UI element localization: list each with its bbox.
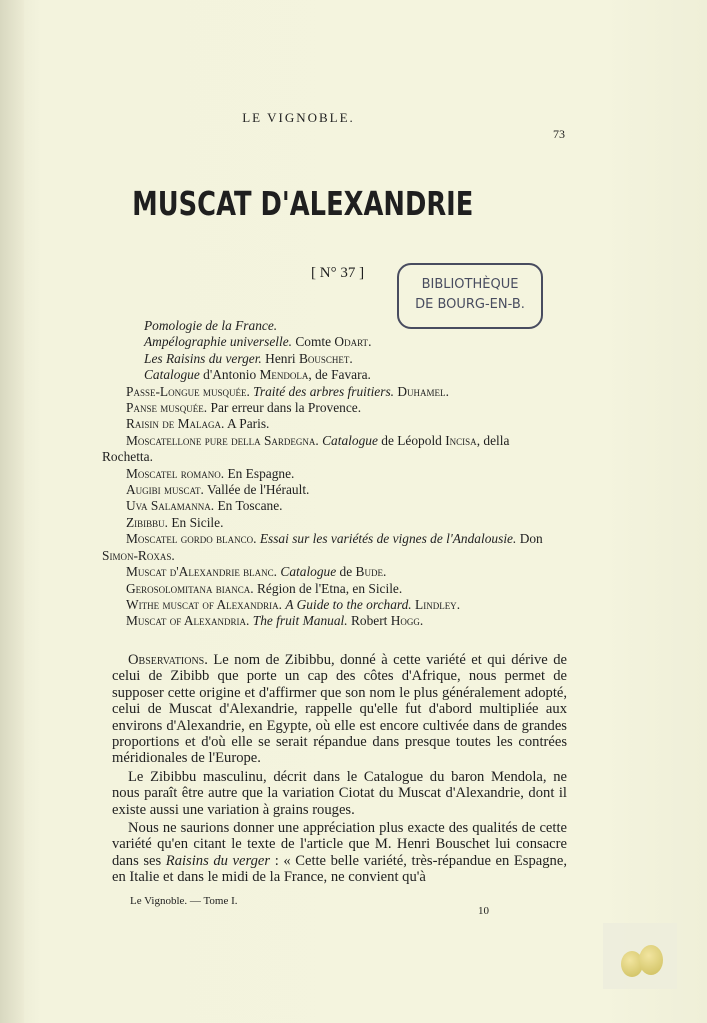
- synonym-list: [102, 318, 582, 630]
- synonym-entry: [102, 466, 582, 482]
- synonym-entry: [102, 449, 582, 465]
- stamp-line-2: DE BOURG-EN-B.: [415, 297, 525, 312]
- synonym-entry: [102, 548, 582, 564]
- synonym-text: Simon-Roxas.: [102, 547, 175, 563]
- paragraph-text: Le nom de Zibibbu, donné à cette variété et qui dérive de celui de Zibibb que porte un cap des côtes d'Afrique, nous permet de supposer cette origine et d'affirmer que son nom le plus généralement adopté, celui de Muscat d'Alexandrie, rappelle qu'elle fut d'abord multipliée aux environs d'Alexandrie, en Egypte, où elle est encore cultivée dans de grandes proportions et d'où elle se serait répandue dans presque toutes les contrées méridionales de l'Europe.: [112, 652, 567, 767]
- synonym-entry: [102, 531, 582, 547]
- footer-volume: Le Vignoble. — Tome I.: [130, 895, 238, 907]
- synonym-text: Duhamel: [397, 383, 446, 399]
- paragraph-tail: : « Cette belle variété, très-répandue en Espagne, en Italie et dans le midi de la France, ne convient qu'à: [112, 852, 567, 886]
- synonym-text: Incisa: [445, 432, 477, 448]
- synonym-text: Muscat d'Alexandrie blanc.: [126, 564, 278, 580]
- synonym-text: , de Favara.: [308, 367, 371, 383]
- synonym-text: Moscatel romano.: [126, 465, 225, 481]
- synonym-entry: [102, 416, 582, 432]
- synonym-entry: [102, 400, 582, 416]
- synonym-entry: [102, 515, 582, 531]
- synonym-text: En Espagne.: [224, 465, 295, 481]
- variety-number: [ N° 37 ]: [311, 265, 365, 281]
- synonym-entry: [102, 498, 582, 514]
- synonym-entry: [102, 318, 582, 334]
- paragraph-lead: Observations.: [128, 652, 208, 668]
- observations-text: [112, 652, 567, 888]
- synonym-text: Lindley: [415, 596, 457, 612]
- synonym-entry: [102, 334, 582, 350]
- synonym-text: Catalogue: [280, 564, 337, 580]
- paragraph-text: Nous ne saurions donner une appréciation plus exacte des qualités de cette variété qu'en citant le texte de l'article que M. Henri Bouschet lui consacre dans ses: [112, 820, 567, 869]
- synonym-text: de: [336, 564, 356, 580]
- body-paragraph: [112, 769, 567, 818]
- synonym-text: Catalogue: [322, 432, 378, 448]
- synonym-entry: [102, 351, 582, 367]
- body-paragraph: [112, 652, 567, 767]
- synonym-text: Passe-Longue musquée.: [126, 383, 250, 399]
- synonym-entry: [102, 597, 582, 613]
- body-paragraph: [112, 820, 567, 886]
- synonym-text: Ampélographie universelle.: [144, 334, 293, 350]
- stamp-line-1: BIBLIOTHÈQUE: [421, 277, 519, 292]
- running-head: LE VIGNOBLE.: [242, 110, 355, 125]
- synonym-text: Odart: [334, 334, 369, 350]
- synonym-text: .: [419, 613, 424, 629]
- paragraph-italic: Raisins du verger: [165, 852, 271, 869]
- synonym-text: Robert: [347, 613, 391, 629]
- synonym-text: Comte: [292, 334, 335, 350]
- synonym-text: The fruit Manual.: [252, 613, 348, 629]
- synonym-text: Bude: [355, 564, 383, 580]
- pear-icon: [639, 945, 663, 975]
- synonym-text: Hogg: [390, 613, 420, 629]
- synonym-text: En Toscane.: [214, 498, 283, 514]
- synonym-text: , della: [476, 432, 510, 448]
- synonym-text: Mendola: [259, 367, 309, 383]
- synonym-entry: [102, 433, 582, 449]
- synonym-text: Traité des arbres fruitiers.: [253, 383, 395, 399]
- synonym-entry: [102, 367, 582, 383]
- synonym-text: Les Raisins du verger.: [144, 350, 262, 366]
- synonym-text: Augibi muscat.: [126, 482, 204, 498]
- synonym-text: A Guide to the orchard.: [285, 596, 412, 612]
- page-spine-shadow: [0, 0, 24, 1023]
- synonym-text: Muscat of Alexandria.: [126, 613, 250, 629]
- corner-thumbnail: [603, 923, 677, 989]
- synonym-text: Vallée de l'Hérault.: [203, 482, 310, 498]
- synonym-text: .: [445, 383, 449, 399]
- synonym-text: Uva Salamanna.: [126, 498, 215, 514]
- synonym-text: Henri: [261, 350, 299, 366]
- synonym-text: Zibibbu.: [126, 514, 169, 530]
- synonym-text: .: [368, 334, 372, 350]
- synonym-entry: [102, 564, 582, 580]
- page-number: 73: [553, 127, 565, 141]
- synonym-text: .: [456, 596, 461, 612]
- synonym-entry: [102, 384, 582, 400]
- synonym-text: d'Antonio: [199, 367, 260, 383]
- synonym-text: .: [382, 564, 387, 580]
- synonym-entry: [102, 581, 582, 597]
- synonym-text: Essai sur les variétés de vignes de l'Andalousie.: [259, 531, 517, 547]
- synonym-text: En Sicile.: [168, 514, 224, 530]
- page-title: MUSCAT D'ALEXANDRIE: [132, 184, 474, 223]
- synonym-text: Moscatellone pure della Sardegna.: [126, 432, 319, 448]
- synonym-text: Moscatel gordo blanco.: [126, 531, 257, 547]
- synonym-text: A Paris.: [224, 416, 270, 432]
- synonym-text: Bouschet: [298, 350, 350, 366]
- paragraph-text: Le Zibibbu masculinu, décrit dans le Catalogue du baron Mendola, ne nous paraît être autre que la variation Ciotat du Muscat d'Alexandrie, dont il existe aussi une variation à grains rouges.: [112, 768, 567, 818]
- footer-signature: 10: [478, 905, 489, 917]
- synonym-text: Panse musquée.: [126, 400, 208, 416]
- synonym-text: de Léopold: [377, 432, 446, 448]
- synonym-entry: [102, 613, 582, 629]
- synonym-text: Rochetta.: [102, 449, 153, 465]
- synonym-text: Par erreur dans la Provence.: [207, 400, 362, 416]
- synonym-text: Don: [516, 531, 543, 547]
- synonym-entry: [102, 482, 582, 498]
- synonym-text: Withe muscat of Alexandria.: [126, 596, 282, 612]
- synonym-text: Catalogue: [144, 367, 200, 383]
- synonym-text: Pomologie de la France.: [144, 318, 278, 333]
- synonym-text: Raisin de Malaga.: [126, 416, 225, 432]
- synonym-text: Région de l'Etna, en Sicile.: [253, 580, 403, 596]
- synonym-text: .: [349, 350, 353, 366]
- synonym-text: Gerosolomitana bianca.: [126, 580, 254, 596]
